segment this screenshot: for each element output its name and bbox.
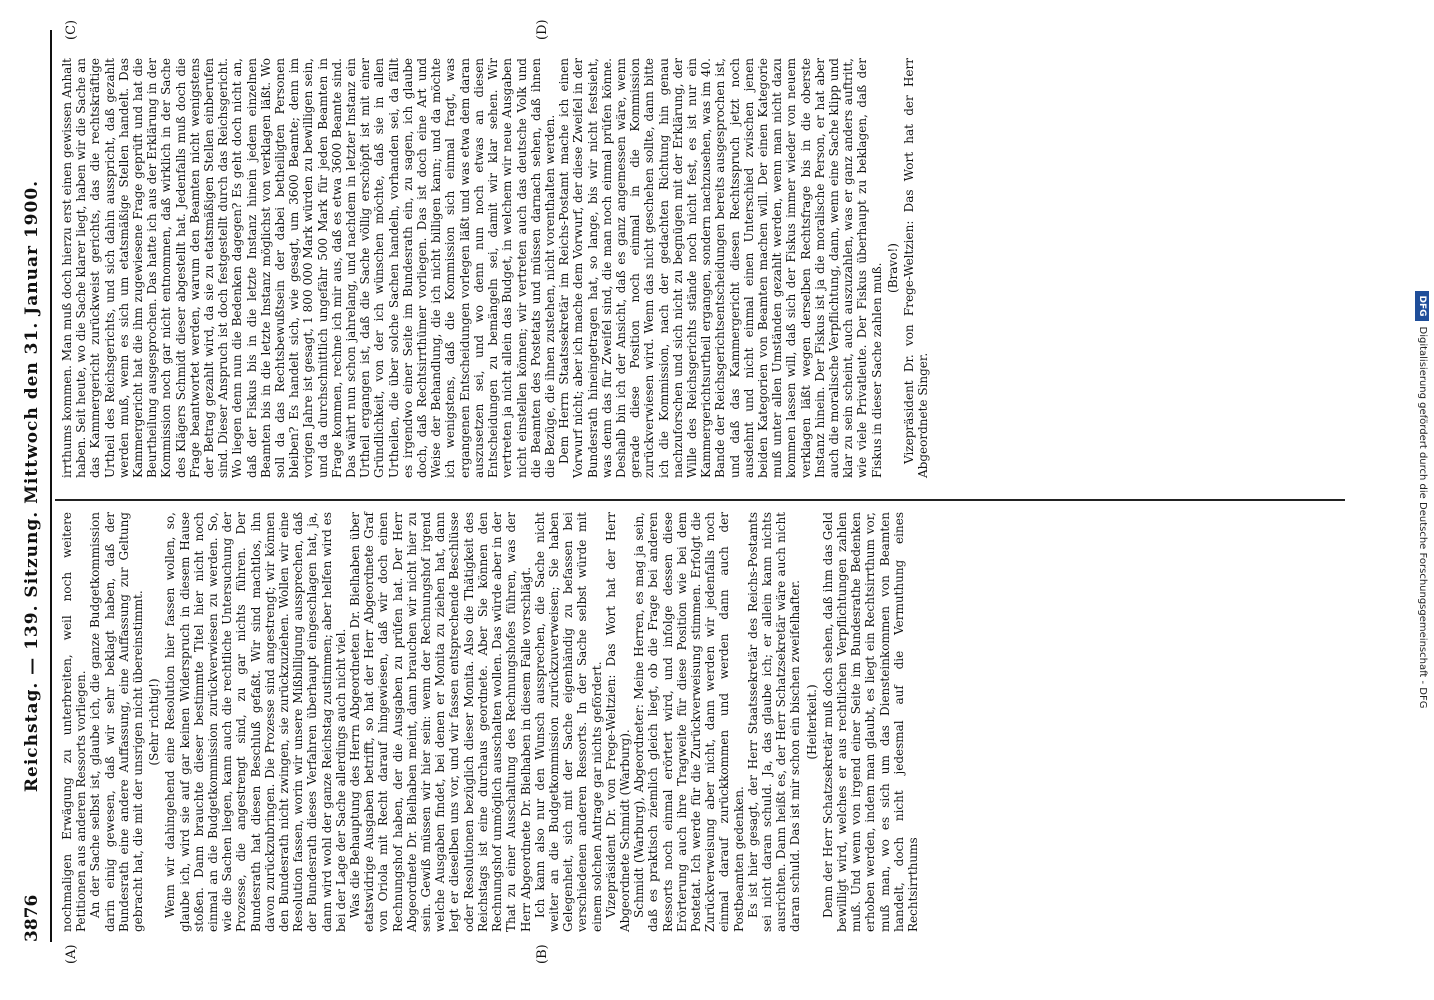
paragraph: nochmaligen Erwägung zu unterbreiten, weil noch weitere Petitionen aus anderen Ressorts vorliegen.: [60, 512, 89, 932]
header-rule: [50, 30, 52, 942]
column-divider: [55, 499, 1345, 501]
paragraph: Denn der Herr Schatzsekretär muß doch sehen, daß ihm das Geld bewilligt wird, welches er aus rechtlichen Verpflichtungen zahlen muß. Und wenn von irgend einer Seite im Bundesrathe Bedenken erhoben werden, indem man glaubt, es liegt ein Rechtsirrthum vor, muß man, wo es sich um das Diensteinkommen von Beamten handelt, doch nicht jedesmal auf die Vermuthung eines Rechtsirrthums: [820, 512, 920, 932]
paragraph: Ich kann also nur den Wunsch aussprechen, die Sache nicht weiter an die Budgetkommission zurückzuverweisen; Sie haben Gelegenheit, sich mit der Sache eigenhändig zu befassen bei verschiedenen anderen Ressorts. In der Sache selbst würde mit einem solchen Antrage gar nichts gefördert.: [532, 512, 604, 932]
page-header: [18, 30, 46, 942]
dfg-logo: DFG: [1415, 291, 1429, 320]
paragraph: irrthums kommen. Man muß doch hierzu erst einen gewissen Anhalt haben. Seit heute, wo die Sache klarer liegt, haben wir die Sache an das Kammergericht zurückweist gerichts, das die rechtskräftige Urtheil des Reichsgerichts, und sich dahin ausspricht, daß gezahlt werden muß, wenn es sich um etatsmäßige Stellen handelt. Das Kammergericht hat die ihm zugewiesene Frage geprüft und hat die Beurtheilung ausgesprochen. Das hatte ich aus der Erklärung in der Kommission noch gar nicht entnommen, daß wirklich in der Sache des Klägers Schmidt dieser abgestellt hat. Jedenfalls muß doch die Frage beantwortet werden, warum den Beamten nicht wenigstens der Betrag gezahlt wird, da sie zu etatsmäßigen Stellen einberufen sind. Dieser Anspruch ist doch festgestellt durch das Reichsgericht. Wo liegen denn nun die Bedenken dagegen? Es geht doch nicht an, daß der Fiskus bis in die letzte Instanz hinein jedem einzelnen Beamten bis in die letzte Instanz möglichst von verklagen läßt. Wo soll da das Rechtsbewußtsein der dabei betheiligten Personen bleiben? Es handelt sich, wie gesagt, um 3600 Beamte; denn im vorigen Jahre ist gesagt, 1 800 000 Mark würden zu bewilligen sein, und da durchschnittlich ungefähr 500 Mark für jeden Beamten in Frage kommen, rechne ich mir aus, daß es etwa 3600 Beamte sind. Das währt nun schon jahrelang, und nachdem in letzter Instanz ein Urtheil ergangen ist, daß die Sache völlig erschöpft ist mit einer Gründlichkeit, von der ich wünschen möchte, daß sie in allen Urtheilen, die über solche Sachen handeln, vorhanden sei, da fällt es irgendwo einer Seite im Bundesrath ein, zu sagen, ich glaube doch, daß Rechtsirrthümer vorliegen. Das ist doch eine Art und Weise der Behandlung, die ich nicht billigen kann; und da möchte ich wenigstens, daß die Kommission sich einmal fragt, was ergangenen Entscheidungen vorlegen läßt und was etwa dem daran auszusetzen sei, und wo denn nun noch etwas an diesen Entscheidungen zu bemängeln sei, damit wir klar sehen. Wir vertreten ja nicht allein das Budget, in welchem wir neue Ausgaben nicht einstellen können; wir vertreten auch das deutsche Volk und die Beamten des Postetats und müssen darnach sehen, daß ihnen die Bezüge, die ihnen zustehen, nicht vorenthalten werden.: [60, 58, 557, 478]
margin-letter-a: (A): [64, 944, 79, 964]
interjection: (Heiterkeit.): [804, 684, 819, 760]
paragraph: Es ist hier gesagt, der Herr Staatssekretär des Reichs-Postamts sei nicht daran schuld. Ja, das glaube ich; er allein kann nichts ausrichten. Dann heißt es, der Herr Schatzsekretär wäre auch nicht daran schuld. Das ist mir schon ein bischen zweifelhafter.: [745, 512, 803, 932]
paragraph: Was die Behauptung des Herrn Abgeordneten Dr. Bielhaben über etatswidrige Ausgaben betrifft, so hat der Herr Abgeordnete Graf von Oriola mit Recht darauf hingewiesen, daß wir doch einen Rechnungshof haben, der die Ausgaben zu prüfen hat. Der Herr Abgeordnete Dr. Bielhaben meint, dann brauchen wir nicht hier zu sein. Gewiß müssen wir hier sein: wenn der Rechnungshof irgend welche Ausgaben findet, bei denen er Monita zu ziehen hat, dann legt er dieselben uns vor, und wir fassen entsprechende Beschlüsse oder Resolutionen bezüglich dieser Monita. Also die Thätigkeit des Reichstags ist eine durchaus geordnete. Aber Sie können den Rechnungshof unmöglich ausschalten wollen. Das würde aber in der That zu einer Ausschaltung des Rechnungshofes führen, was der Herr Abgeordnete Dr. Bielhaben in diesem Falle vorschlägt.: [348, 512, 533, 932]
digitization-text: Digitalisierung gefördert durch die Deutsche Forschungsgemeinschaft - DFG: [1417, 326, 1428, 709]
paragraph: Dem Herrn Staatssekretär im Reichs-Postamt mache ich einen Vorwurf nicht; aber ich mache dem Vorwurf, der diese Zweifel in der Bundesrath hineingetragen hat, so lange, bis wir nicht festsieht, was denn das für Zweifel sind, die man noch einmal prüfen könne. Deshalb bin ich der Ansicht, daß es ganz angemessen wäre, wenn gerade diese Position noch einmal in die Kommission zurückverwiesen wird. Wenn das nicht geschehen sollte, dann bitte ich die Kommission, nach der gedachten Richtung hin genau nachzuforschen und sich nicht zu begnügen mit der Erklärung, der Wille des Reichsgerichts stände noch nicht fest, es ist nur ein Kammergerichtsurtheil ergangen, sondern nachzusehen, was im 40. Bande der Reichsgerichtsentscheidungen bereits ausgesprochen ist, und daß das Kammergericht diesen Rechtsspruch jetzt noch ausdehnt und nicht einmal einen Unterschied zwischen jenen beiden Kategorien von Beamten machen will. Der einen Kategorie muß unter allen Umständen gezahlt werden, wenn man nicht dazu kommen lassen will, daß sich der Fiskus immer wieder von neuem verklagen läßt wegen derselben Rechtsfrage bis in die oberste Instanz hinein. Der Fiskus ist ja die moralische Person, er hat aber auch die moralische Verpflichtung, dann, wenn eine Sache klipp und klar zu sein scheint, auch auszuzahlen, was er ganz anders auftritt, wie viele Privatleute. Der Fiskus überhaupt zu beklagen, daß der Fiskus in dieser Sache zahlen muß.: [557, 58, 884, 478]
left-column: [60, 512, 920, 932]
speaker-paragraph: Schmidt (Warburg), Abgeordneter: Meine Herren, es mag ja sein, daß es praktisch ziemlich gleich liegt, ob die Frage bei anderen Ressorts noch einmal erörtert wird, und infolge dessen diese Erörterung auch ihre Tragweite für diese Position wie bei dem Postetat. Ich werde für die Zurückverweisung stimmen. Erfolgt die Zurückverweisung aber nicht, dann werden wir jedenfalls noch einmal darauf zurückkommen und werden dann auch der Postbeamten gedenken.: [632, 512, 746, 932]
right-column: [60, 58, 930, 478]
paragraph: An der Sache selbst ist, glaube ich, die ganze Budgetkommission darin einig gewesen, daß wir sehr beklagt haben, daß der Bundesrath eine andere Auffassung, eine Auffassung zur Geltung gebracht hat, die mit der unsrigen nicht übereinstimmt.: [88, 512, 146, 932]
paragraph: Wenn wir dahingehend eine Resolution hier fassen wollen, so, glaube ich, wird sie auf gar keinen Widerspruch in diesem Hause stoßen. Dann brauchte dieser bestimmte Titel hier nicht noch einmal an die Budgetkommission zurückverwiesen zu werden. So, wie die Sachen liegen, kann auch die rechtliche Untersuchung der Prozesse, die angestrengt sind, zu gar nichts führen. Der Bundesrath hat diesen Beschluß gefaßt. Wir sind machtlos, ihn davon zurückzubringen. Die Prozesse sind angestrengt; wir können den Bundesrath nicht zwingen, sie zurückzuziehen. Wollen wir eine Resolution fassen, worin wir unsere Mißbilligung aussprechen, daß der Bundesrath dieses Verfahren überhaupt eingeschlagen hat, ja, dann wird wohl der ganze Reichstag zustimmen; aber helfen wird es bei der Lage der Sache allerdings auch nicht viel.: [163, 512, 348, 932]
margin-letter-b: (B): [535, 944, 550, 964]
margin-letter-c: (C): [64, 19, 79, 40]
digitization-note: [1413, 0, 1431, 1000]
interjection: (Bravo!): [885, 243, 900, 293]
margin-letter-d: (D): [535, 19, 550, 40]
page-number: 3876: [22, 894, 42, 942]
speaker-paragraph: Vizepräsident Dr. von Frege-Weltzien: Das Wort hat der Herr Abgeordnete Singer.: [901, 58, 931, 478]
interjection: (Sehr richtig!): [147, 678, 162, 766]
speaker-paragraph: Vizepräsident Dr. von Frege-Weltzien: Das Wort hat der Herr Abgeordnete Schmidt (Warburg).: [603, 512, 632, 932]
running-title: Reichstag. — 139. Sitzung. Mittwoch den 31. Januar 1900.: [22, 179, 42, 793]
